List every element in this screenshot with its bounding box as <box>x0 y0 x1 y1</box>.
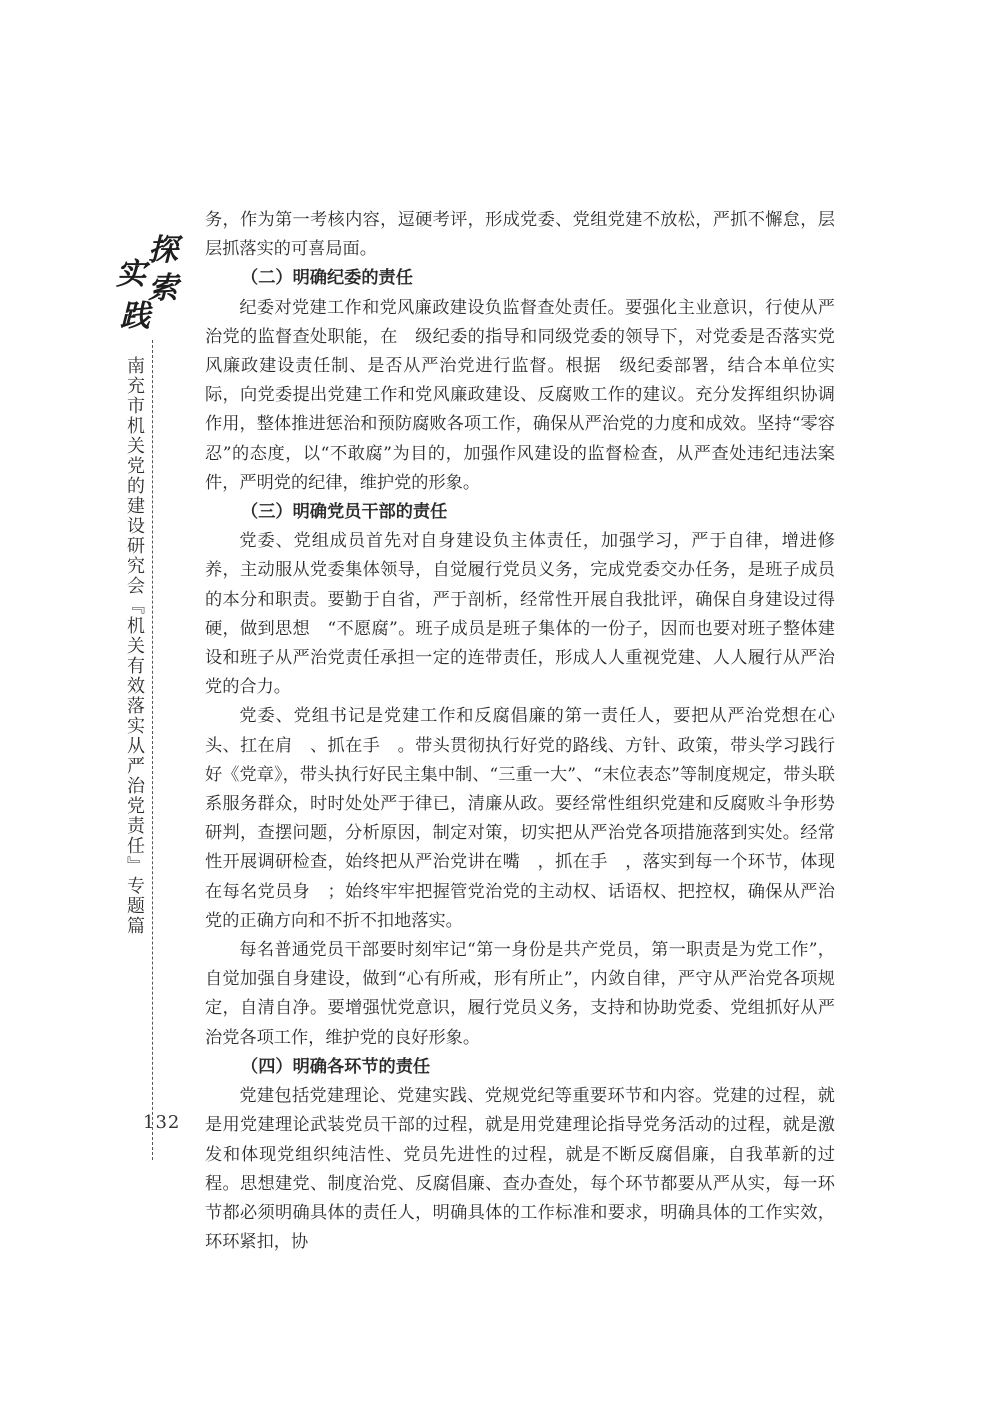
paragraph: 纪委对党建工作和党风廉政建设负监督查处责任。要强化主业意识，行使从严治党的监督查处职能，在 级纪委的指导和同级党委的领导下，对党委是否落实党风廉政建设责任制、是否从严治党进行监督。根据 级纪委部署，结合本单位实际，向党委提出党建工作和党风廉政建设、反腐败工作的建议。充分发挥组织协调作用，整体推进惩治和预防腐败各项工作，确保从严治党的力度和成效。坚持“零容忍”的态度，以“不敢腐”为目的，加强作风建设的监督检查，从严查处违纪违法案件，严明党的纪律，维护党的形象。 <box>205 297 835 493</box>
paragraph: 每名普通党员干部要时刻牢记“第一身份是共产党员，第一职责是为党工作”，自觉加强自身建设，做到“心有所戒，形有所止”，内敛自律，严守从严治党各项规定，自清自净。要增强忧党意识，履行党员义务，支持和协助党委、党组抓好从严治党各项工作，维护党的良好形象。 <box>205 940 835 1048</box>
dashed-divider <box>152 340 153 1160</box>
sidebar <box>108 228 188 1168</box>
brand-calligraphy <box>114 234 184 334</box>
page-number: 132 <box>143 1112 181 1133</box>
brand-char: 索 <box>148 271 178 306</box>
paragraph: 党委、党组书记是党建工作和反腐倡廉的第一责任人，要把从严治党想在心头、扛在肩 、抓在手 。带头贯彻执行好党的路线、方针、政策，带头学习践行好《党章》，带头执行好民主集中制、“三重一大”、“末位表态”等制度规定，带头联系服务群众，时时处处严于律已，清廉从政。要经常性组织党建和反腐败斗争形势研判，查摆问题，分析原因，制定对策，切实把从严治党各项措施落到实处。经常性开展调研检查，始终把从严治党讲在嘴 ，抓在手 ，落实到每一个环节，体现在每名党员身 ；始终牢牢把握管党治党的主动权、话语权、把控权，确保从严治党的正确方向和不折不扣地落实。 <box>205 706 835 931</box>
brand-char: 探 <box>148 233 178 268</box>
article-body <box>205 206 835 1257</box>
section-heading: （四）明确各环节的责任 <box>241 1056 431 1077</box>
paragraph: 党委、党组成员首先对自身建设负主体责任，加强学习，严于自律，增进修养，主动服从党委集体领导，自觉履行党员义务，完成党委交办任务，是班子成员的本分和职责。要勤于自省，严于剖析，经常性开展自我批评，确保自身建设过得硬，做到思想 “不愿腐”。班子成员是班子集体的一份子，因而也要对班子整体建设和班子从严治党责任承担一定的连带责任，形成人人重视党建、人人履行从严治党的合力。 <box>205 531 835 698</box>
paragraph: 党建包括党建理论、党建实践、党规党纪等重要环节和内容。党建的过程，就是用党建理论武装党员干部的过程，就是用党建理论指导党务活动的过程，就是激发和体现党组织纯洁性、党员先进性的过程，就是不断反腐倡廉，自我革新的过程。思想建党、制度治党、反腐倡廉、查办查处，每个环节都要从严从实，每一环节都必须明确具体的责任人，明确具体的工作标准和要求，明确具体的工作实效，环环紧扣，协 <box>205 1086 835 1253</box>
brand-char: 践 <box>120 299 150 334</box>
section-title-vertical: 南充市机关党的建设研究会『机关有效落实从严治党责任』专题篇 <box>124 356 145 936</box>
section-heading: （二）明确纪委的责任 <box>241 268 413 289</box>
brand-char: 实 <box>116 257 146 292</box>
paragraph: 务，作为第一考核内容，逗硬考评，形成党委、党组党建不放松，严抓不懈怠，层层抓落实的可喜局面。 <box>205 210 835 260</box>
section-heading: （三）明确党员干部的责任 <box>241 502 448 523</box>
